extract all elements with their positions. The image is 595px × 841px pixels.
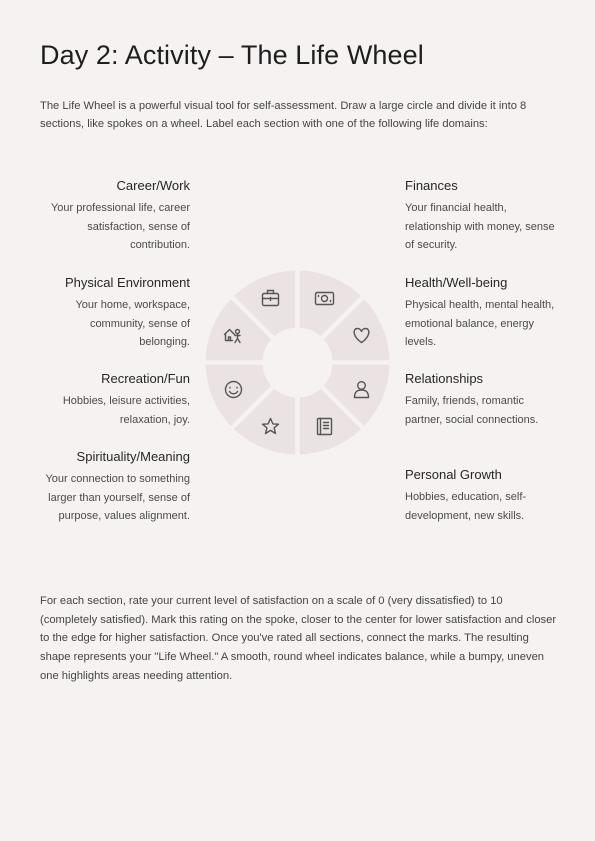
domain-description: Hobbies, education, self-development, new skills.: [405, 491, 527, 522]
domain-name: Physical Environment: [65, 275, 190, 290]
domain-career: [40, 178, 190, 255]
domain-environment: [40, 275, 190, 352]
domain-description: Your professional life, career satisfaction, sense of contribution.: [50, 202, 190, 251]
domain-description: Your financial health, relationship with money, sense of security.: [405, 202, 555, 251]
domain-name: Health/Well-being: [405, 275, 508, 290]
domain-name: Personal Growth: [405, 467, 502, 482]
domain-name: Recreation/Fun: [101, 371, 190, 386]
domain-description: Your connection to something larger than yourself, sense of purpose, values alignment.: [45, 473, 190, 522]
domain-growth: [405, 467, 555, 525]
domain-description: Hobbies, leisure activities, relaxation, joy.: [62, 395, 190, 426]
life-wheel: [205, 270, 390, 455]
domain-name: Career/Work: [116, 178, 190, 193]
domain-name: Relationships: [405, 371, 484, 386]
domain-name: Finances: [405, 178, 458, 193]
domain-health: [405, 275, 555, 352]
domain-name: Spirituality/Meaning: [76, 449, 190, 464]
domain-finances: [405, 178, 555, 255]
domain-spirituality: [40, 449, 190, 526]
instructions-paragraph: For each section, rate your current level of satisfaction on a scale of 0 (very dissatisfied) to 10 (completely satisfied). Mark this rating on the spoke, closer to the center for lower satisfaction and closer to the edge for higher satisfaction. Once you've rated all sections, connect the marks. The resulting shape represents your "Life Wheel." A smooth, round wheel indicates balance, while a bumpy, uneven one highlights areas needing attention.: [40, 595, 557, 682]
domain-relationships: [405, 371, 555, 429]
intro-paragraph: The Life Wheel is a powerful visual tool for self-assessment. Draw a large circle and divide it into 8 sections, like spokes on a wheel. Label each section with one of the following life domains:: [40, 100, 527, 130]
page-title: Day 2: Activity – The Life Wheel: [40, 40, 424, 70]
domain-description: Your home, workspace, community, sense of belonging.: [75, 299, 190, 348]
domain-description: Physical health, mental health, emotional balance, energy levels.: [405, 299, 555, 348]
domain-description: Family, friends, romantic partner, social connections.: [405, 395, 539, 426]
domain-recreation: [40, 371, 190, 429]
